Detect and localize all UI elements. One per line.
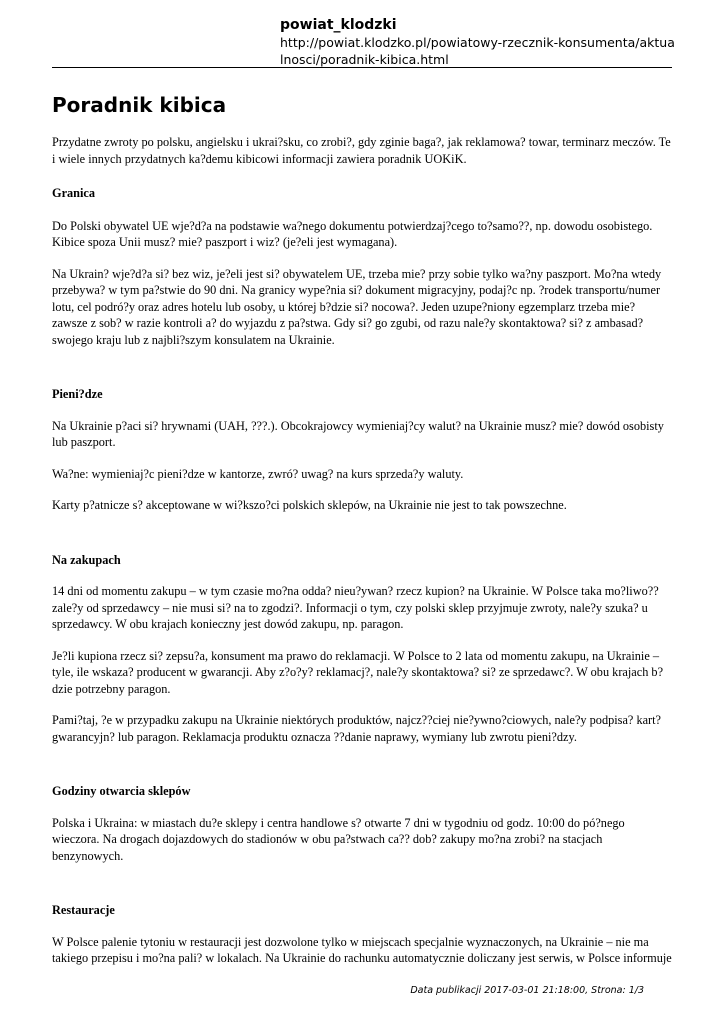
paragraph: Wa?ne: wymieniaj?c pieni?dze w kantorze, zwró? uwag? na kurs sprzeda?y waluty. bbox=[52, 466, 464, 481]
section-heading-godziny-otwarcia: Godziny otwarcia sklepów bbox=[52, 784, 191, 798]
paragraph: Pami?taj, ?e w przypadku zakupu na Ukrainie niektórych produktów, najcz??ciej nie?ywno?ciowych, nale?y podpisa? kart? gwarancyjn? lub paragon. Reklamacja produktu oznacza ??danie naprawy, wymiany lub zwrotu pieni?dzy. bbox=[52, 713, 662, 744]
site-name: powiat_klodzki bbox=[280, 17, 397, 33]
header-divider bbox=[52, 67, 672, 68]
article bbox=[52, 92, 672, 967]
paragraph: Do Polski obywatel UE wje?d?a na podstawie wa?nego dokumentu potwierdzaj?cego to?samo??, np. dowodu osobistego. Kibice spoza Unii musz? mie? paszport i wiz? (je?eli jest wymagana). bbox=[52, 218, 653, 249]
section-heading-pieniadze: Pieni?dze bbox=[52, 387, 103, 401]
section-heading-na-zakupach: Na zakupach bbox=[52, 552, 121, 567]
paragraph: W Polsce palenie tytoniu w restauracji jest dozwolone tylko w miejscach specjalnie wyznaczonych, na Ukrainie – nie ma takiego przepisu i mo?na pali? w lokalach. Na Ukrainie do rachunku automatycznie doliczany jest serwis, w Polsce informuje bbox=[52, 934, 672, 965]
paragraph: Karty p?atnicze s? akceptowane w wi?kszo?ci polskich sklepów, na Ukrainie nie jest to tak powszechne. bbox=[52, 498, 567, 512]
section-heading-restauracje: Restauracje bbox=[52, 903, 115, 917]
intro-paragraph: Przydatne zwroty po polsku, angielsku i ukrai?sku, co zrobi?, gdy zginie baga?, jak reklamowa? towar, terminarz meczów. Te i wiele innych przydatnych ka?demu kibicowi informacji zawiera poradnik UOKiK. bbox=[52, 135, 671, 166]
paragraph: Na Ukrain? wje?d?a si? bez wiz, je?eli jest si? obywatelem UE, trzeba mie? przy sobie tylko wa?ny paszport. Mo?na wtedy przebywa? w tym pa?stwie do 90 dni. Na granicy wype?nia si? dokument migracyjny, podaj?c np. ?rodek transportu/numer lotu, cel podró?y oraz adres hotelu lub osoby, u której b?dzie si? nocowa?. Jeden uzupe?niony egzemplarz trzeba mie? zawsze z sob? w razie kontroli a? do wyjazdu z pa?stwa. Gdy si? go zgubi, od razu nale?y skontaktowa? si? z ambasad? swojego kraju lub z najbli?szym konsulatem na Ukrainie. bbox=[52, 266, 662, 347]
paragraph: Na Ukrainie p?aci si? hrywnami (UAH, ???.). Obcokrajowcy wymieniaj?cy walut? na Ukrainie musz? mie? dowód osobisty lub paszport. bbox=[52, 418, 664, 449]
paragraph: Polska i Ukraina: w miastach du?e sklepy i centra handlowe s? otwarte 7 dni w tygodniu od godz. 10:00 do pó?nego wieczora. Na drogach dojazdowych do stadionów w obu pa?stwach ca?? dob? zakupy mo?na zrobi? na stacjach benzynowych. bbox=[52, 815, 625, 863]
paragraph: 14 dni od momentu zakupu – w tym czasie mo?na odda? nieu?ywan? rzecz kupion? na Ukrainie. W Polsce taka mo?liwo?? zale?y od sprzedawcy – nie musi si? na to zgodzi?. Informacji o tym, czy polski sklep przyjmuje zwroty, nale?y szuka? u sprzedawcy. W obu krajach konieczny jest dowód zakupu, np. paragon. bbox=[52, 584, 659, 631]
section-heading-granica: Granica bbox=[52, 186, 96, 200]
page-title: Poradnik kibica bbox=[52, 93, 227, 117]
source-url: http://powiat.klodzko.pl/powiatowy-rzecznik-konsumenta/aktualnosci/poradnik-kibica.html bbox=[280, 35, 675, 67]
paragraph: Je?li kupiona rzecz si? zepsu?a, konsument ma prawo do reklamacji. W Polsce to 2 lata od momentu zakupu, na Ukrainie – tyle, ile wskaza? producent w gwarancji. Aby z?o?y? reklamacj?, nale?y skontaktowa? si? ze sprzedawc?. W obu krajach b?dzie potrzebny paragon. bbox=[52, 648, 664, 696]
page-header bbox=[280, 16, 675, 68]
publication-footer: Data publikacji 2017-03-01 21:18:00, Strona: 1/3 bbox=[410, 985, 644, 996]
